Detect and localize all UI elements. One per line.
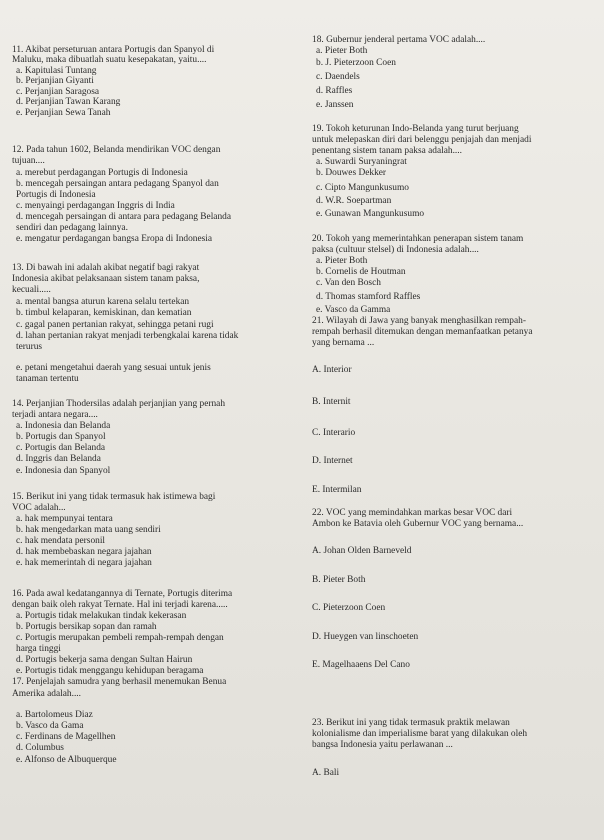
q16-option-b: b. Portugis bersikap sopan dan ramah bbox=[16, 622, 157, 632]
q20-text-2: paksa (cultuur stelsel) di Indonesia adalah.... bbox=[312, 245, 479, 255]
q14-option-e: e. Indonesia dan Spanyol bbox=[16, 466, 111, 476]
q17-option-a: a. Bartolomeus Diaz bbox=[16, 710, 93, 720]
q13-text-2: Indonesia akibat pelaksanaan sistem tanam paksa, bbox=[12, 274, 200, 284]
q21-option-e: E. Intermilan bbox=[312, 485, 362, 495]
q13-option-b: b. timbul kelaparan, kemiskinan, dan kematian bbox=[16, 308, 192, 318]
q13-option-d-cont: terurus bbox=[16, 342, 43, 352]
q19-text-2: untuk melepaskan diri dari belenggu penjajah dan menjadi bbox=[312, 135, 532, 145]
q13-option-e-cont: tanaman tertentu bbox=[16, 374, 79, 384]
q17-option-e: e. Alfonso de Albuquerque bbox=[16, 755, 117, 765]
q20-option-d: d. Thomas stamford Raffles bbox=[316, 292, 421, 302]
q21-text-2: rempah berhasil ditemukan dengan memanfaatkan petanya bbox=[312, 327, 533, 337]
q20-option-e: e. Vasco da Gamma bbox=[316, 305, 391, 315]
q19-option-e: e. Gunawan Mangunkusumo bbox=[316, 209, 425, 219]
q21-option-c: C. Interario bbox=[312, 428, 356, 438]
q18-option-c: c. Daendels bbox=[316, 72, 360, 82]
q16-option-a: a. Portugis tidak melakukan tindak kekerasan bbox=[16, 611, 187, 621]
q15-option-a: a. hak mempunyai tentara bbox=[16, 514, 113, 524]
q14-text-1: 14. Perjanjian Thodersilas adalah perjanjian yang pernah bbox=[12, 399, 226, 409]
q12-option-b: b. mencegah persaingan antara pedagang Spanyol dan bbox=[16, 179, 219, 189]
q16-text-2: dengan baik oleh rakyat Ternate. Hal ini terjadi karena..... bbox=[12, 600, 228, 610]
q14-option-b: b. Portugis dan Spanyol bbox=[16, 432, 106, 442]
q12-option-d-cont: sendiri dan pedagang lainnya. bbox=[16, 223, 128, 233]
q20-option-a: a. Pieter Both bbox=[316, 256, 368, 266]
q18-option-b: b. J. Pieterzoon Coen bbox=[316, 58, 396, 68]
q18-option-d: d. Raffles bbox=[316, 86, 353, 96]
q20-text-1: 20. Tokoh yang memerintahkan penerapan sistem tanam bbox=[312, 234, 524, 244]
q13-option-c: c. gagal panen pertanian rakyat, sehingga petani rugi bbox=[16, 320, 214, 330]
q14-option-c: c. Portugis dan Belanda bbox=[16, 443, 106, 453]
q17-option-c: c. Ferdinans de Magellhen bbox=[16, 732, 116, 742]
q21-text-3: yang bernama ... bbox=[312, 338, 375, 348]
q15-option-d: d. hak membebaskan negara jajahan bbox=[16, 547, 152, 557]
q16-option-c: c. Portugis merupakan pembeli rempah-rempah dengan bbox=[16, 633, 224, 643]
q22-option-b: B. Pieter Both bbox=[312, 575, 366, 585]
q13-text-3: kecuali..... bbox=[12, 285, 51, 295]
q11-option-d: d. Perjanjian Tawan Karang bbox=[16, 97, 121, 107]
q16-text-1: 16. Pada awal kedatangannya di Ternate, Portugis diterima bbox=[12, 589, 233, 599]
q23-text-1: 23. Berikut ini yang tidak termasuk praktik melawan bbox=[312, 718, 510, 728]
q20-option-b: b. Cornelis de Houtman bbox=[316, 267, 406, 277]
q11-text-2: Maluku, maka dibuatlah suatu kesepakatan, yaitu.... bbox=[12, 55, 207, 65]
q22-text-2: Ambon ke Batavia oleh Gubernur VOC yang bernama... bbox=[312, 519, 524, 529]
q13-option-d: d. lahan pertanian rakyat menjadi terbengkalai karena tidak bbox=[16, 331, 239, 341]
q22-option-d: D. Hueygen van linschoeten bbox=[312, 632, 419, 642]
q22-option-a: A. Johan Olden Barneveld bbox=[312, 546, 412, 556]
q12-option-c: c. menyaingi perdagangan Inggris di India bbox=[16, 201, 175, 211]
q12-option-a: a. merebut perdagangan Portugis di Indonesia bbox=[16, 168, 188, 178]
q14-text-2: terjadi antara negara.... bbox=[12, 410, 98, 420]
q12-text-2: tujuan.... bbox=[12, 156, 45, 166]
q21-option-d: D. Internet bbox=[312, 456, 353, 466]
q21-text-1: 21. Wilayah di Jawa yang banyak menghasilkan rempah- bbox=[312, 316, 526, 326]
q12-option-e: e. mengatur perdagangan bangsa Eropa di Indonesia bbox=[16, 234, 213, 244]
q21-option-a: A. Interior bbox=[312, 365, 352, 375]
q22-option-e: E. Magelhaaens Del Cano bbox=[312, 660, 410, 670]
q12-option-b-cont: Portugis di Indonesia bbox=[16, 190, 96, 200]
q18-option-a: a. Pieter Both bbox=[316, 46, 368, 56]
q14-option-a: a. Indonesia dan Belanda bbox=[16, 421, 111, 431]
q15-text-2: VOC adalah... bbox=[12, 503, 66, 513]
q19-text-3: penentang sistem tanam paksa adalah.... bbox=[312, 146, 462, 156]
q23-text-3: bangsa Indonesia yaitu perlawanan ... bbox=[312, 740, 453, 750]
q12-option-d: d. mencegah persaingan di antara para pedagang Belanda bbox=[16, 212, 232, 222]
q11-option-e: e. Perjanjian Sewa Tanah bbox=[16, 108, 111, 118]
q22-option-c: C. Pieterzoon Coen bbox=[312, 603, 386, 613]
q11-option-a: a. Kapitulasi Tuntang bbox=[16, 66, 97, 76]
q15-option-b: b. hak mengedarkan mata uang sendiri bbox=[16, 525, 161, 535]
q23-option-a: A. Bali bbox=[312, 768, 340, 778]
q21-option-b: B. Internit bbox=[312, 397, 351, 407]
q19-option-d: d. W.R. Soepartman bbox=[316, 196, 392, 206]
q13-option-a: a. mental bangsa aturun karena selalu tertekan bbox=[16, 297, 190, 307]
q13-option-e: e. petani mengetahui daerah yang sesuai untuk jenis bbox=[16, 363, 211, 373]
q19-option-c: c. Cipto Mangunkusumo bbox=[316, 183, 409, 193]
q22-text-1: 22. VOC yang memindahkan markas besar VOC dari bbox=[312, 508, 513, 518]
q19-text-1: 19. Tokoh keturunan Indo-Belanda yang turut berjuang bbox=[312, 124, 519, 134]
q15-option-e: e. hak memerintah di negara jajahan bbox=[16, 558, 152, 568]
q14-option-d: d. Inggris dan Belanda bbox=[16, 454, 101, 464]
q23-text-2: kolonialisme dan imperialisme barat yang dilakukan oleh bbox=[312, 729, 528, 739]
q12-text-1: 12. Pada tahun 1602, Belanda mendirikan VOC dengan bbox=[12, 145, 221, 155]
q15-text-1: 15. Berikut ini yang tidak termasuk hak istimewa bagi bbox=[12, 492, 216, 502]
q18-text-1: 18. Gubernur jenderal pertama VOC adalah.... bbox=[312, 35, 486, 45]
q13-text-1: 13. Di bawah ini adalah akibat negatif bagi rakyat bbox=[12, 263, 200, 273]
q16-option-c-cont: harga tinggi bbox=[16, 644, 61, 654]
q11-option-b: b. Perjanjian Giyanti bbox=[16, 76, 94, 86]
q20-option-c: c. Van den Bosch bbox=[316, 278, 381, 288]
q17-option-b: b. Vasco da Gama bbox=[16, 721, 84, 731]
q17-text-1: 17. Penjelajah samudra yang berhasil menemukan Benua bbox=[12, 677, 227, 687]
q19-option-b: b. Douwes Dekker bbox=[316, 168, 387, 178]
q17-text-2: Amerika adalah.... bbox=[12, 689, 81, 699]
q11-text-1: 11. Akibat perseturuan antara Portugis dan Spanyol di bbox=[12, 45, 215, 55]
q16-option-e: e. Portugis tidak menggangu kehidupan beragama bbox=[16, 666, 204, 676]
q19-option-a: a. Suwardi Suryaningrat bbox=[316, 157, 407, 167]
q16-option-d: d. Portugis bekerja sama dengan Sultan Hairun bbox=[16, 655, 193, 665]
q17-option-d: d. Columbus bbox=[16, 743, 64, 753]
q18-option-e: e. Janssen bbox=[316, 100, 354, 110]
q15-option-c: c. hak mendata personil bbox=[16, 536, 106, 546]
q11-option-c: c. Perjanjian Saragosa bbox=[16, 87, 100, 97]
